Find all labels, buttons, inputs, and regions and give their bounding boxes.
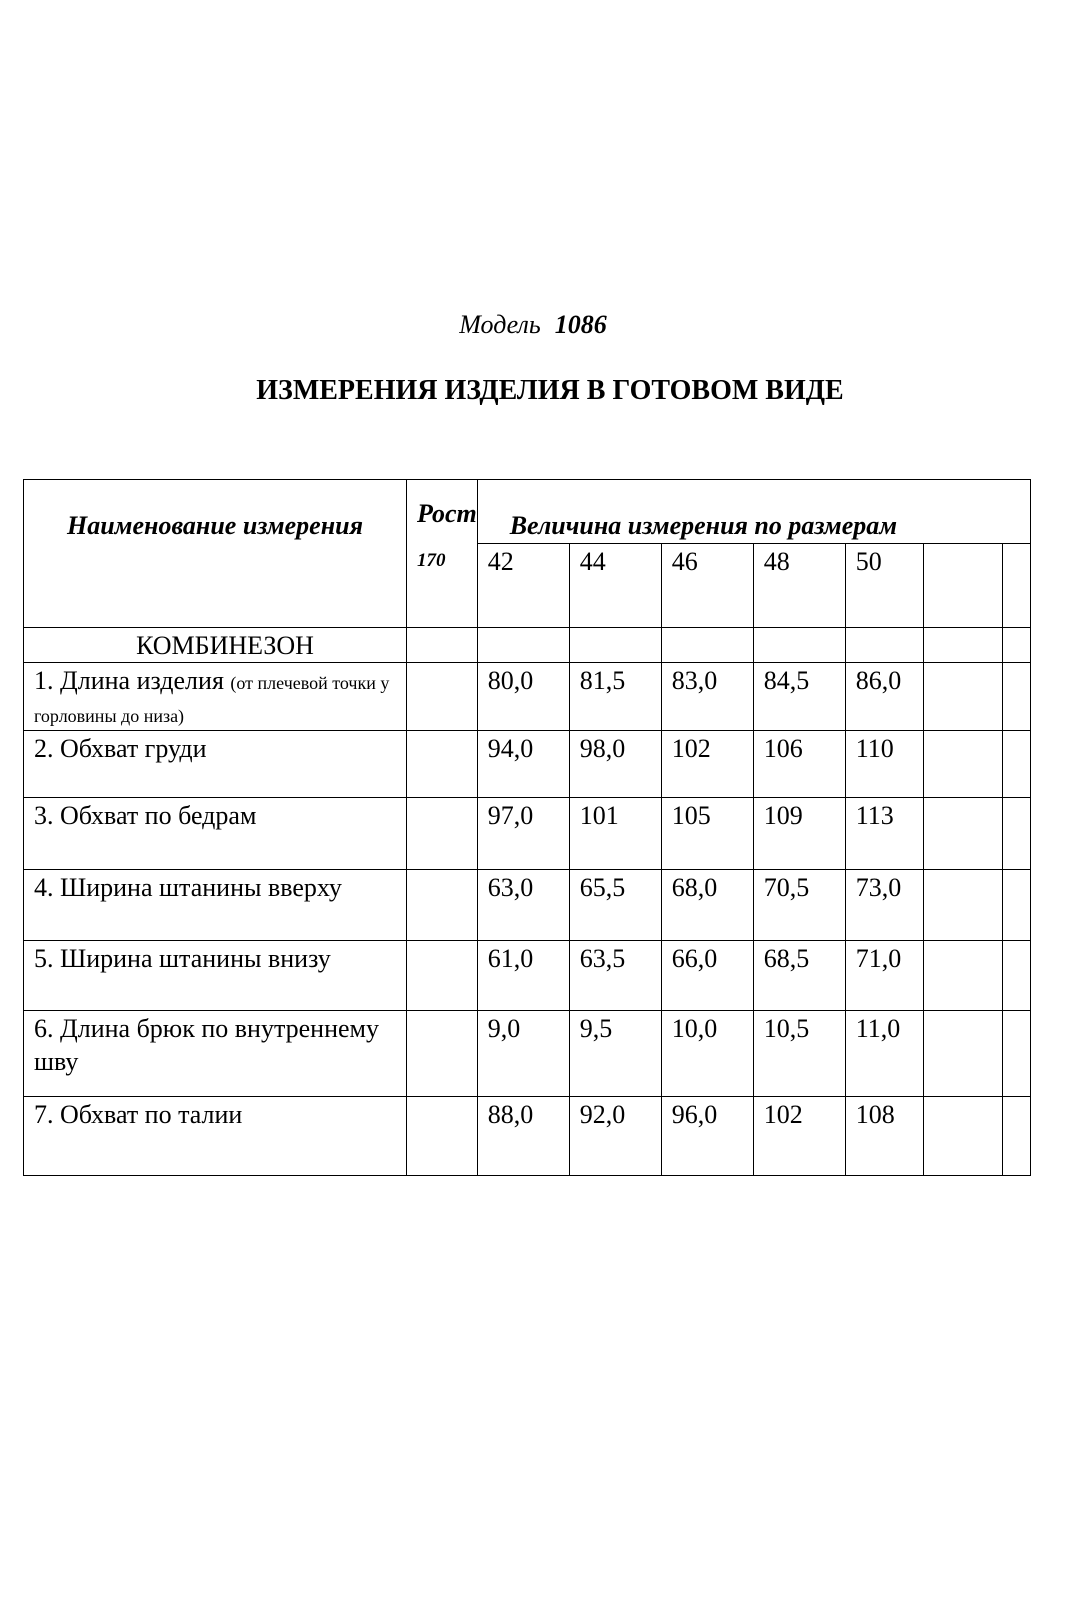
value-cell	[923, 1097, 1002, 1176]
value-cell	[923, 731, 1002, 798]
value-cell: 11,0	[845, 1011, 923, 1097]
row-label-note: (от плечевой точки у горловины до низа)	[34, 673, 390, 726]
value-cell: 92,0	[569, 1097, 661, 1176]
document-title: ИЗМЕРЕНИЯ ИЗДЕЛИЯ В ГОТОВОМ ВИДЕ	[256, 375, 844, 406]
value-cell: 63,0	[477, 870, 569, 941]
table-row	[24, 941, 1031, 1011]
value-cell: 86,0	[845, 663, 923, 731]
size-cell	[923, 543, 1002, 627]
empty-cell	[923, 627, 1002, 663]
height-cell	[407, 870, 478, 941]
value-cell: 10,0	[661, 1011, 753, 1097]
value-cell: 94,0	[477, 731, 569, 798]
value-cell	[923, 663, 1002, 731]
value-cell	[1002, 731, 1030, 798]
value-cell: 73,0	[845, 870, 923, 941]
value-cell: 84,5	[753, 663, 845, 731]
table-row	[24, 1011, 1031, 1097]
model-number: 1086	[554, 310, 607, 339]
row-label: 3. Обхват по бедрам	[24, 798, 407, 870]
table-row	[24, 870, 1031, 941]
value-cell: 96,0	[661, 1097, 753, 1176]
value-cell: 81,5	[569, 663, 661, 731]
value-cell: 10,5	[753, 1011, 845, 1097]
measurements-table	[23, 479, 1031, 1176]
value-cell	[1002, 1097, 1030, 1176]
model-label: Модель	[459, 310, 541, 339]
value-cell: 66,0	[661, 941, 753, 1011]
height-cell	[407, 798, 478, 870]
value-cell: 65,5	[569, 870, 661, 941]
value-cell: 98,0	[569, 731, 661, 798]
value-cell	[1002, 798, 1030, 870]
value-cell: 68,0	[661, 870, 753, 941]
row-label	[24, 663, 407, 731]
value-cell: 110	[845, 731, 923, 798]
model-line	[0, 310, 1066, 340]
value-cell: 105	[661, 798, 753, 870]
value-cell	[923, 1011, 1002, 1097]
value-cell	[923, 870, 1002, 941]
empty-cell	[661, 627, 753, 663]
table-row	[24, 1097, 1031, 1176]
row-label: 5. Ширина штанины внизу	[24, 941, 407, 1011]
value-cell	[1002, 663, 1030, 731]
height-label: Рост	[417, 499, 477, 528]
empty-cell	[753, 627, 845, 663]
value-cell	[1002, 870, 1030, 941]
value-cell: 113	[845, 798, 923, 870]
value-cell: 106	[753, 731, 845, 798]
value-cell: 88,0	[477, 1097, 569, 1176]
empty-cell	[569, 627, 661, 663]
table-row	[24, 731, 1031, 798]
size-cell: 50	[845, 543, 923, 627]
height-cell	[407, 663, 478, 731]
height-cell	[407, 941, 478, 1011]
empty-cell	[845, 627, 923, 663]
value-cell: 102	[661, 731, 753, 798]
empty-cell	[1002, 627, 1030, 663]
value-cell: 83,0	[661, 663, 753, 731]
size-cell: 48	[753, 543, 845, 627]
value-cell: 63,5	[569, 941, 661, 1011]
row-label: 6. Длина брюк по внутреннему шву	[24, 1011, 407, 1097]
value-cell: 102	[753, 1097, 845, 1176]
value-cell	[923, 941, 1002, 1011]
row-label-text: 1. Длина изделия	[34, 666, 224, 695]
value-cell: 108	[845, 1097, 923, 1176]
row-label: 7. Обхват по талии	[24, 1097, 407, 1176]
value-cell: 70,5	[753, 870, 845, 941]
empty-cell	[477, 627, 569, 663]
col-name-header: Наименование измерения	[24, 480, 407, 628]
row-label: 2. Обхват груди	[24, 731, 407, 798]
value-cell: 80,0	[477, 663, 569, 731]
height-cell	[407, 1097, 478, 1176]
value-cell	[1002, 941, 1030, 1011]
col-height-header	[407, 480, 478, 628]
section-title: КОМБИНЕЗОН	[24, 627, 407, 663]
height-cell	[407, 731, 478, 798]
value-cell: 9,5	[569, 1011, 661, 1097]
table-row	[24, 798, 1031, 870]
value-cell: 101	[569, 798, 661, 870]
size-cell: 42	[477, 543, 569, 627]
value-cell: 71,0	[845, 941, 923, 1011]
value-cell: 9,0	[477, 1011, 569, 1097]
table-row	[24, 663, 1031, 731]
height-cell	[407, 1011, 478, 1097]
row-label: 4. Ширина штанины вверху	[24, 870, 407, 941]
size-cell: 44	[569, 543, 661, 627]
value-cell	[923, 798, 1002, 870]
size-cell: 46	[661, 543, 753, 627]
value-cell: 68,5	[753, 941, 845, 1011]
value-cell	[1002, 1011, 1030, 1097]
empty-cell	[407, 627, 478, 663]
size-cell	[1002, 543, 1030, 627]
value-cell: 97,0	[477, 798, 569, 870]
value-cell: 109	[753, 798, 845, 870]
sizes-header: Величина измерения по размерам	[477, 480, 1030, 544]
value-cell: 61,0	[477, 941, 569, 1011]
height-value: 170	[417, 549, 446, 571]
